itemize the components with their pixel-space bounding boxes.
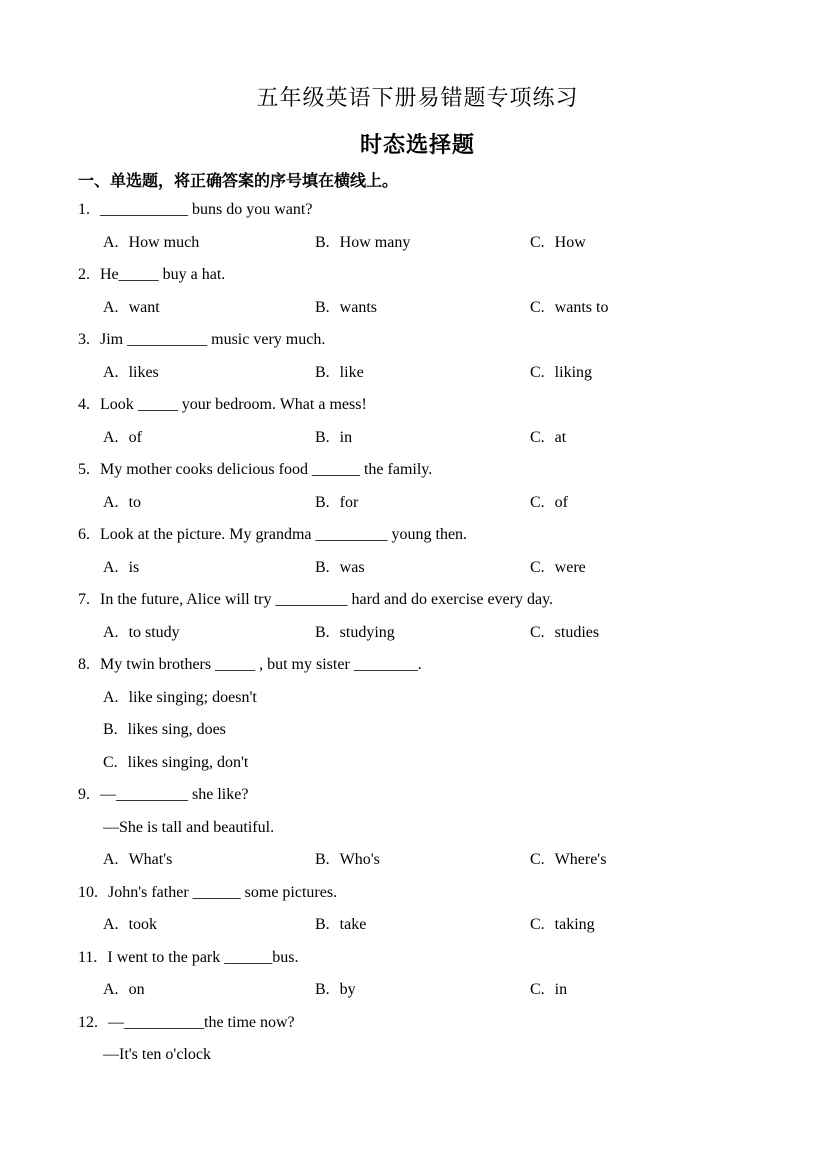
option-c-text: of <box>554 493 568 511</box>
options-row <box>78 487 757 520</box>
document-title: 五年级英语下册易错题专项练习 <box>256 85 579 110</box>
option-c <box>530 617 757 650</box>
question-text-line <box>78 259 757 292</box>
option-a <box>103 487 315 520</box>
question-number: 6. <box>78 526 90 543</box>
question-10 <box>78 877 757 942</box>
option-c-text: Where's <box>554 851 607 868</box>
question-reply-line: —It's ten o'clock <box>103 1046 211 1063</box>
question-text: Look at the picture. My grandma _________ young then. <box>100 526 468 543</box>
option-a-text: took <box>128 916 158 933</box>
options-row <box>78 292 757 325</box>
question-text: He_____ buy a hat. <box>100 266 226 283</box>
option-c-text: liking <box>554 363 593 381</box>
question-2 <box>78 259 757 324</box>
question-9 <box>78 779 757 877</box>
question-3 <box>78 324 757 389</box>
option-c-label: C. <box>530 981 545 998</box>
option-a-text: to study <box>128 623 180 641</box>
option-a <box>103 844 315 877</box>
question-text-line <box>78 584 757 617</box>
option-a-text: is <box>128 558 140 576</box>
option-c-text: at <box>554 428 567 446</box>
question-number: 8. <box>78 656 90 673</box>
option-c-label: C. <box>530 916 545 933</box>
option-c-text: were <box>554 558 586 576</box>
options-row <box>78 617 757 650</box>
option-b-text: like <box>339 363 364 381</box>
option-b-label: B. <box>315 623 330 641</box>
question-reply-line: —She is tall and beautiful. <box>103 818 275 836</box>
option-b <box>315 552 530 585</box>
option-c-label: C. <box>530 233 545 251</box>
question-text: John's father ______ some pictures. <box>108 883 338 901</box>
question-text: Jim __________ music very much. <box>100 331 326 348</box>
option-a <box>103 909 315 942</box>
option-a-label: A. <box>103 688 119 706</box>
options-row <box>78 422 757 455</box>
option-c <box>530 422 757 455</box>
question-4 <box>78 389 757 454</box>
option-c <box>530 292 757 325</box>
question-number: 11. <box>78 948 98 966</box>
option-c-label: C. <box>530 363 545 381</box>
question-text-line <box>78 519 757 552</box>
option-c-text: wants to <box>554 298 609 316</box>
option-a <box>103 974 315 1007</box>
option-b-label: B. <box>315 851 330 868</box>
option-c <box>530 909 757 942</box>
options-row <box>78 909 757 942</box>
option-b-text: likes sing, does <box>127 721 226 738</box>
option-b <box>315 357 530 390</box>
option-a-label: A. <box>103 233 119 251</box>
question-text-line <box>78 454 757 487</box>
option-c <box>530 487 757 520</box>
option-a-text: to <box>128 493 142 511</box>
question-text: My mother cooks delicious food ______ the family. <box>100 461 433 478</box>
question-text-line <box>78 942 757 975</box>
option-b-text: for <box>339 493 359 511</box>
option-a-text: likes <box>128 363 159 381</box>
option-c-text: likes singing, don't <box>127 753 249 771</box>
option-a-text: want <box>128 298 160 316</box>
question-number: 5. <box>78 461 90 478</box>
option-c-text: studies <box>554 623 600 641</box>
question-text: Look _____ your bedroom. What a mess! <box>100 396 367 413</box>
option-a-label: A. <box>103 623 119 641</box>
option-b-text: was <box>339 558 365 576</box>
option-b <box>315 974 530 1007</box>
question-number: 12. <box>78 1013 98 1031</box>
option-b-label: B. <box>315 233 330 251</box>
option-b-text: Who's <box>339 851 380 868</box>
option-c <box>530 357 757 390</box>
question-7 <box>78 584 757 649</box>
option-c-text: How <box>554 233 586 251</box>
question-text-line <box>78 1007 757 1040</box>
option-b-label: B. <box>315 916 330 933</box>
option-b-label: B. <box>315 428 330 446</box>
option-b-label: B. <box>103 721 118 738</box>
option-c <box>530 552 757 585</box>
question-5 <box>78 454 757 519</box>
option-b-text: by <box>339 981 356 998</box>
option-b-text: take <box>339 916 367 933</box>
question-number: 1. <box>78 201 90 218</box>
question-text: In the future, Alice will try _________ hard and do exercise every day. <box>100 591 554 608</box>
option-a <box>103 422 315 455</box>
options-row <box>78 552 757 585</box>
option-c-label: C. <box>530 493 545 511</box>
option-a <box>103 617 315 650</box>
options-row <box>78 357 757 390</box>
option-b <box>315 909 530 942</box>
option-b-label: B. <box>315 363 330 381</box>
option-c <box>530 227 757 260</box>
question-text: —__________the time now? <box>108 1013 295 1031</box>
question-text: —_________ she like? <box>100 786 249 803</box>
question-8 <box>78 649 757 779</box>
option-c-text: in <box>554 981 568 998</box>
question-number: 10. <box>78 883 98 901</box>
option-a-label: A. <box>103 298 119 316</box>
question-text-line <box>78 649 757 682</box>
option-a-label: A. <box>103 363 119 381</box>
option-b-text: in <box>339 428 353 446</box>
question-number: 3. <box>78 331 90 348</box>
option-a-label: A. <box>103 851 119 868</box>
option-b-text: wants <box>339 298 377 316</box>
question-11 <box>78 942 757 1007</box>
option-b <box>315 487 530 520</box>
option-a-text: of <box>128 428 142 446</box>
option-a-label: A. <box>103 558 119 576</box>
option-b <box>315 617 530 650</box>
option-c-label: C. <box>530 428 545 446</box>
question-text: My twin brothers _____ , but my sister ________. <box>100 656 422 673</box>
question-text-line <box>78 779 757 812</box>
option-c-text: taking <box>554 916 595 933</box>
option-b-label: B. <box>315 558 330 576</box>
option-b-label: B. <box>315 493 330 511</box>
option-a <box>78 682 757 715</box>
option-a-text: like singing; doesn't <box>128 688 257 706</box>
options-row <box>78 844 757 877</box>
option-a-label: A. <box>103 428 119 446</box>
option-b <box>315 422 530 455</box>
question-list <box>78 194 757 1072</box>
option-a <box>103 292 315 325</box>
option-b <box>78 714 757 747</box>
option-a-text: How much <box>128 233 200 251</box>
question-number: 9. <box>78 786 90 803</box>
option-a <box>103 552 315 585</box>
option-a-label: A. <box>103 916 119 933</box>
question-text-line <box>78 389 757 422</box>
option-c <box>530 974 757 1007</box>
option-a-text: What's <box>128 851 173 868</box>
option-c-label: C. <box>530 558 545 576</box>
option-c-label: C. <box>103 753 118 771</box>
question-text: ___________ buns do you want? <box>100 201 313 218</box>
question-number: 2. <box>78 266 90 283</box>
question-6 <box>78 519 757 584</box>
option-c <box>530 844 757 877</box>
option-c <box>78 747 757 780</box>
option-a-label: A. <box>103 981 119 998</box>
options-row <box>78 974 757 1007</box>
options-row <box>78 227 757 260</box>
option-a <box>103 357 315 390</box>
option-b-label: B. <box>315 298 330 316</box>
option-c-label: C. <box>530 851 545 868</box>
document-subtitle: 时态选择题 <box>359 132 475 157</box>
option-b <box>315 227 530 260</box>
question-text-line <box>78 194 757 227</box>
option-b-text: How many <box>339 233 411 251</box>
option-b <box>315 844 530 877</box>
option-b-label: B. <box>315 981 330 998</box>
section-header: 一、单选题，将正确答案的序号填在横线上。 <box>78 173 399 190</box>
option-a-text: on <box>128 981 145 998</box>
question-text: I went to the park ______bus. <box>107 948 299 966</box>
option-a-label: A. <box>103 493 119 511</box>
question-number: 4. <box>78 396 90 413</box>
option-a <box>103 227 315 260</box>
question-text-line <box>78 324 757 357</box>
question-12 <box>78 1007 757 1072</box>
question-1 <box>78 194 757 259</box>
question-text-line <box>78 877 757 910</box>
option-b <box>315 292 530 325</box>
option-c-label: C. <box>530 298 545 316</box>
option-b-text: studying <box>339 623 395 641</box>
question-number: 7. <box>78 591 90 608</box>
option-c-label: C. <box>530 623 545 641</box>
